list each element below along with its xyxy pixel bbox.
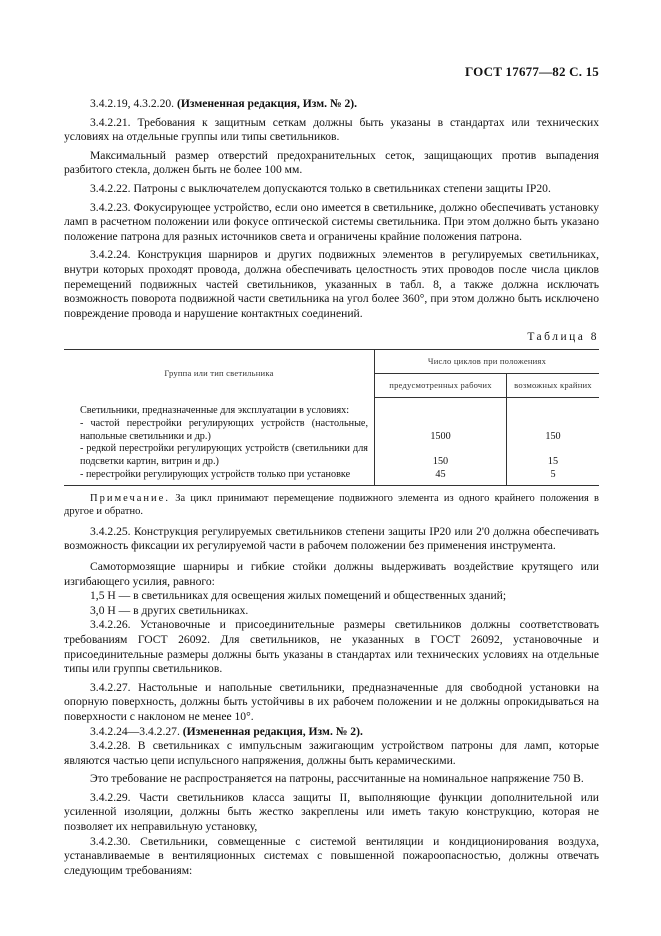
paragraph: 3.4.2.28. В светильниках с импульсным зажигающим устройством патроны для ламп, которые являются частью цепи испульсного напряжения, должны быть керамическими. <box>64 739 599 767</box>
row-label: Светильники, предназначенные для эксплуатации в условиях: <box>64 397 375 418</box>
paragraph <box>64 725 599 740</box>
column-header-cycles: Число циклов при положениях <box>375 349 600 373</box>
paragraph: 1,5 Н — в светильниках для освещения жилых помещений и общественных зданий; <box>90 589 507 603</box>
clause-number: 3.4.2.24—3.4.2.27. <box>90 724 183 738</box>
cell-extreme <box>507 397 600 418</box>
paragraph: 3.4.2.21. Требования к защитным сеткам должны быть указаны в стандартах или технических условиях на отдельные группы или типы светильников. <box>64 115 599 144</box>
column-header-working: предусмотренных рабочих <box>375 373 507 397</box>
table-caption: Таблица 8 <box>527 331 599 344</box>
paragraph <box>64 97 599 112</box>
table-row <box>64 443 599 469</box>
cell-extreme: 15 <box>547 456 559 468</box>
cell-extreme: 150 <box>545 430 561 442</box>
row-label: - частой перестройки регулирующих устройств (настольные, напольные светильники и др.) <box>64 418 375 444</box>
paragraph: 3.4.2.25. Конструкция регулируемых светильников степени защиты IP20 или 2'0 должна обеспечивать возможность фиксации их регулируемой части в рабочем положении без применения инструмента. <box>64 524 599 553</box>
note-label: Примечание. <box>90 492 170 504</box>
note-text: За цикл принимают перемещение подвижного элемента из одного крайнего положения в другое и обратно. <box>64 492 599 518</box>
page-header: ГОСТ 17677—82 С. 15 <box>465 64 599 79</box>
table-8 <box>64 349 599 486</box>
paragraph: 3.4.2.26. Установочные и присоединительные размеры светильников должны соответствовать требованиям ГОСТ 26092. Для светильников, не указанных в ГОСТ 26092, установочные и присоединительные размеры должны быть указаны в стандартах или технических условиях на отдельные типы или группы светильников. <box>64 618 599 676</box>
paragraph: 3.4.2.29. Части светильников класса защиты II, выполняющие функции дополнительной или усиленной изоляции, должны быть жестко закреплены или иметь такую конструкцию, которая не позволяет их неправильную установку, <box>64 790 599 834</box>
column-header-group: Группа или тип светильника <box>64 349 375 397</box>
clause-number: 3.4.2.19, 4.3.2.20. <box>90 97 177 110</box>
table-note <box>64 492 599 519</box>
amendment-note: (Измененная редакция, Изм. № 2). <box>176 97 358 110</box>
table-row <box>64 418 599 444</box>
paragraph: 3.4.2.24. Конструкция шарниров и других подвижных элементов в регулируемых светильниках, внутри которых проходят провода, должна обеспечивать целостность этих проводов после числа циклов перемещений подвижных частей светильников, указанных в табл. 8, а также должна исключать возможность поворота подвижной части светильника на угол более 360°, при этом должно быть исключено повреждение провода и нарушение контактных соединений. <box>64 248 599 320</box>
cell-working: 45 <box>375 469 507 485</box>
paragraph: Максимальный размер отверстий предохранительных сеток, защищающих против выпадения разбитого стекла, должен быть не более 100 мм. <box>64 148 599 177</box>
paragraph: 3.4.2.23. Фокусирующее устройство, если оно имеется в светильнике, должно обеспечивать установку ламп в расчетном положении или фокусе оптической системы светильника. При этом должно быть указано положение патрона для разных источников света и ограничены крайние положения патрона. <box>64 200 599 243</box>
table-row <box>64 397 599 418</box>
cell-extreme: 5 <box>507 469 600 485</box>
document-body <box>64 97 599 878</box>
paragraph: 3.4.2.30. Светильники, совмещенные с системой вентиляции и кондиционирования воздуха, устанавливаемые в вентиляционных системах с повышенной пожароопасностью, должны отвечать следующим требованиям: <box>64 834 599 877</box>
paragraph: 3.4.2.27. Настольные и напольные светильники, предназначенные для свободной установки на опорную поверхность, должны быть устойчивы в их рабочем положении и не должны опрокидываться на поверхности с наклоном не менее 10°. <box>64 680 599 723</box>
row-label: - перестройки регулирующих устройств только при установке <box>64 469 375 485</box>
amendment-note: (Измененная редакция, Изм. № 2). <box>182 724 363 738</box>
column-header-extreme: возможных крайних <box>507 373 600 397</box>
paragraph: Это требование не распространяется на патроны, рассчитанные на номинальное напряжение 750 В. <box>90 772 584 786</box>
paragraph: 3,0 Н — в других светильниках. <box>90 603 249 617</box>
table-row <box>64 469 599 485</box>
paragraph: 3.4.2.22. Патроны с выключателем допускаются только в светильниках степени защиты IP20. <box>90 181 551 195</box>
cell-working <box>375 397 507 418</box>
row-label: - редкой перестройки регулирующих устройств (светильники для подсветки картин, витрин и др.) <box>64 443 375 469</box>
paragraph: Самотормозящие шарниры и гибкие стойки должны выдерживать воздействие крутящего или изгибающего усилия, равного: <box>64 559 599 588</box>
cell-working: 1500 <box>375 418 507 444</box>
cell-working: 150 <box>375 443 507 469</box>
